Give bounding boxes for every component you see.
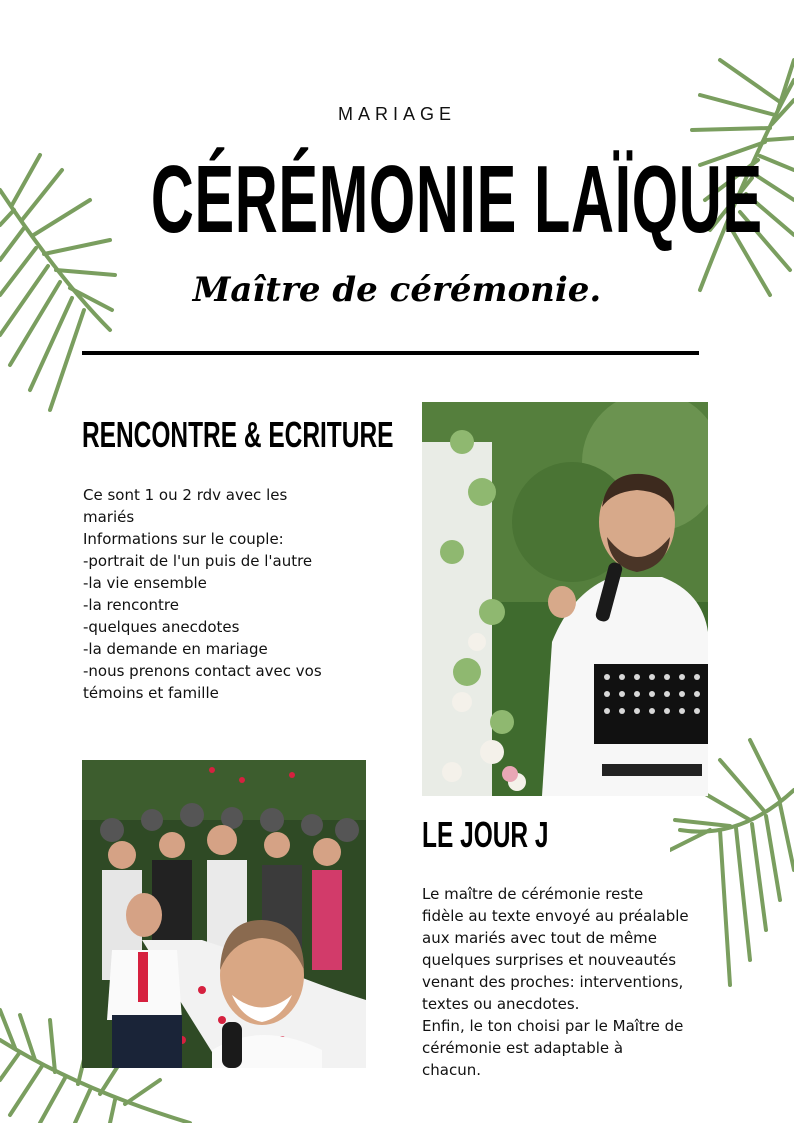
body-line: -la vie ensemble	[83, 574, 207, 592]
body-line: Informations sur le couple:	[83, 530, 284, 548]
body-line: -quelques anecdotes	[83, 618, 240, 636]
body-line: cérémonie est adaptable à	[422, 1039, 624, 1057]
body-line: Ce sont 1 ou 2 rdv avec les	[83, 486, 288, 504]
body-line: -portrait de l'un puis de l'autre	[83, 552, 313, 570]
body-line: quelques surprises et nouveautés	[422, 951, 677, 969]
body-line: -la rencontre	[83, 596, 179, 614]
photo-officiant-speaking	[422, 402, 708, 796]
section-title-meeting: RENCONTRE & ECRITURE	[82, 414, 394, 455]
body-line: -nous prenons contact avec vos	[83, 662, 322, 680]
section-title-day: LE JOUR J	[422, 814, 549, 855]
body-line: mariés	[83, 508, 135, 526]
body-line: -la demande en mariage	[83, 640, 268, 658]
body-line: aux mariés avec tout de même	[422, 929, 658, 947]
page-title: CÉRÉMONIE LAÏQUE	[150, 146, 763, 253]
section-body-day	[422, 883, 732, 1081]
body-line: textes ou anecdotes.	[422, 995, 580, 1013]
body-line: Le maître de cérémonie reste	[422, 885, 644, 903]
body-line: chacun.	[422, 1061, 481, 1079]
page-subtitle: Maître de cérémonie.	[192, 270, 602, 310]
body-line: fidèle au texte envoyé au préalable	[422, 907, 689, 925]
body-line: venant des proches: interventions,	[422, 973, 684, 991]
body-line: témoins et famille	[83, 684, 219, 702]
eyebrow-label: MARIAGE	[337, 104, 456, 124]
section-body-meeting	[83, 484, 373, 704]
body-line: Enfin, le ton choisi par le Maître de	[422, 1017, 684, 1035]
photo-guests-selfie	[82, 760, 366, 1068]
header-divider	[82, 351, 699, 355]
